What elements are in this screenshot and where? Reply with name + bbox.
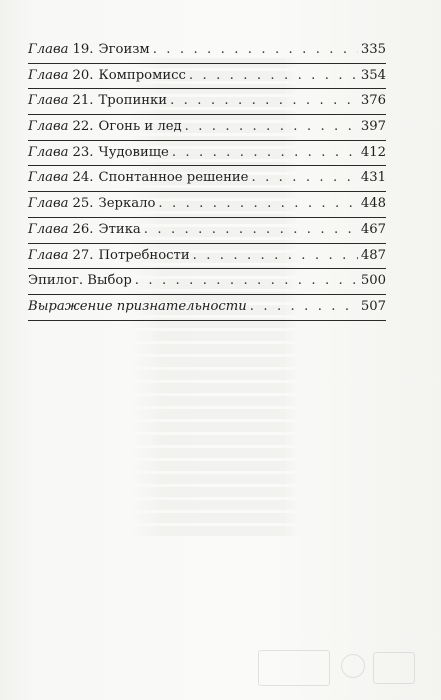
toc-entry-26[interactable] (28, 220, 386, 241)
chapter-label: Глава (28, 42, 69, 57)
toc-entry-epilogue[interactable] (28, 271, 386, 292)
divider (28, 217, 386, 218)
page-number: 487 (360, 247, 386, 263)
divider (28, 165, 386, 166)
chapter-number: 24. (72, 170, 94, 186)
page-number: 448 (360, 196, 386, 212)
toc-entry-24[interactable] (28, 168, 386, 189)
divider (28, 114, 386, 115)
chapter-number: 22. (72, 119, 94, 135)
leader-dots (170, 91, 358, 112)
reverse-side-badges (255, 648, 415, 688)
chapter-label: Глава (28, 93, 69, 109)
leader-dots (135, 271, 358, 292)
toc-entry-20[interactable] (28, 66, 386, 87)
page-number: 412 (360, 144, 386, 160)
chapter-number: 20. (72, 67, 94, 83)
leader-dots (153, 40, 358, 61)
chapter-label: Глава (28, 247, 69, 263)
divider (28, 243, 386, 244)
divider (28, 191, 386, 192)
toc-entry-21[interactable] (28, 91, 386, 112)
leader-dots (250, 297, 358, 318)
page-number: 431 (360, 170, 386, 186)
chapter-title: Этика (98, 221, 141, 237)
toc-entry-23[interactable] (28, 143, 386, 164)
divider (28, 268, 386, 269)
page-number: 507 (360, 298, 386, 314)
table-of-contents (28, 40, 386, 323)
leader-dots (158, 194, 357, 215)
page-number: 397 (360, 119, 386, 135)
chapter-number: 25. (72, 196, 94, 212)
chapter-number: 21. (72, 93, 94, 109)
divider (28, 88, 386, 89)
leader-dots (252, 168, 358, 189)
chapter-label: Глава (28, 144, 69, 160)
toc-entry-27[interactable] (28, 246, 386, 267)
chapter-title: Тропинки (98, 93, 168, 109)
chapter-label: Глава (28, 170, 69, 186)
leader-dots (172, 143, 358, 164)
divider (28, 140, 386, 141)
chapter-number: 26. (72, 221, 94, 237)
chapter-title: Спонтанное решение (98, 170, 249, 186)
chapter-number: 27. (72, 247, 94, 263)
chapter-number: 23. (72, 144, 94, 160)
acknowledgements-title: Выражение признательности (28, 298, 247, 314)
chapter-label: Глава (28, 67, 69, 83)
leader-dots (185, 117, 358, 138)
page-number: 376 (360, 93, 386, 109)
leader-dots (193, 246, 358, 267)
chapter-label: Глава (28, 221, 69, 237)
chapter-title: Эгоизм (98, 42, 150, 57)
toc-entry-25[interactable] (28, 194, 386, 215)
chapter-label: Глава (28, 119, 69, 135)
page-number: 354 (360, 67, 386, 83)
toc-entry-22[interactable] (28, 117, 386, 138)
divider (28, 63, 386, 64)
chapter-title: Огонь и лед (98, 119, 182, 135)
chapter-title: Компромисс (98, 67, 186, 83)
page-number: 335 (360, 42, 386, 57)
chapter-number: 19. (72, 42, 94, 57)
toc-entry-19[interactable] (28, 40, 386, 61)
divider (28, 320, 386, 321)
page-number: 467 (360, 221, 386, 237)
divider (28, 294, 386, 295)
chapter-title: Чудовище (98, 144, 169, 160)
chapter-label: Глава (28, 196, 69, 212)
leader-dots (144, 220, 358, 241)
toc-entry-acknowledgements[interactable] (28, 297, 386, 318)
chapter-title: Зеркало (98, 196, 156, 212)
leader-dots (189, 66, 358, 87)
page-number: 500 (360, 273, 386, 289)
chapter-title: Потребности (98, 247, 190, 263)
epilogue-title: Эпилог. Выбор (28, 273, 132, 289)
